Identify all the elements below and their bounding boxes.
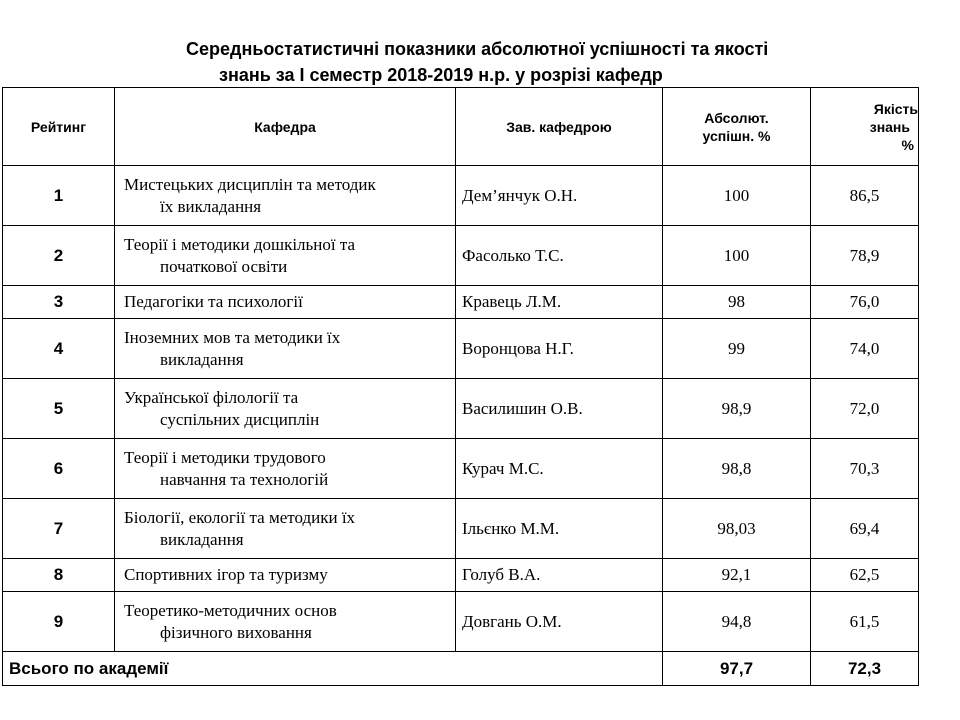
total-row (3, 652, 919, 686)
rank-cell: 1 (3, 166, 115, 226)
department-line: Педагогіки та психології (124, 292, 303, 311)
rank-cell: 8 (3, 559, 115, 592)
header-department: Кафедра (115, 88, 456, 166)
department-cell (115, 166, 456, 226)
department-line: Біології, екології та методики їх (124, 507, 356, 527)
department-cell (115, 559, 456, 592)
table-row (3, 226, 919, 286)
department-line: фізичного виховання (160, 622, 312, 642)
absolute-cell: 98,03 (663, 499, 811, 559)
table-row (3, 439, 919, 499)
rank-cell: 2 (3, 226, 115, 286)
head-cell: Голуб В.А. (456, 559, 663, 592)
department-line: Української філології та (124, 387, 299, 407)
header-absolute-success: Абсолют. успішн. % (663, 88, 811, 166)
absolute-cell: 100 (663, 226, 811, 286)
quality-cell: 86,5 (811, 166, 919, 226)
total-absolute: 97,7 (663, 652, 811, 686)
absolute-cell: 99 (663, 319, 811, 379)
total-label: Всього по академії (3, 652, 663, 686)
department-line: Мистецьких дисциплін та методик (124, 174, 376, 194)
department-line: Теорії і методики дошкільної та (124, 234, 356, 254)
department-line: їх викладання (160, 196, 262, 216)
quality-cell: 69,4 (811, 499, 919, 559)
table-row (3, 286, 919, 319)
rank-cell: 4 (3, 319, 115, 379)
table-row (3, 592, 919, 652)
absolute-cell: 98,8 (663, 439, 811, 499)
head-cell: Фасолько Т.С. (456, 226, 663, 286)
header-rank: Рейтинг (3, 88, 115, 166)
absolute-cell: 98,9 (663, 379, 811, 439)
rank-cell: 9 (3, 592, 115, 652)
department-line: викладання (160, 529, 244, 549)
table-row (3, 319, 919, 379)
head-cell: Дем’янчук О.Н. (456, 166, 663, 226)
department-cell (115, 226, 456, 286)
quality-cell: 70,3 (811, 439, 919, 499)
quality-cell: 72,0 (811, 379, 919, 439)
rank-cell: 3 (3, 286, 115, 319)
department-line: викладання (160, 349, 244, 369)
department-line: Спортивних ігор та туризму (124, 565, 328, 584)
quality-cell: 76,0 (811, 286, 919, 319)
department-line: Теорії і методики трудового (124, 447, 326, 467)
quality-cell: 74,0 (811, 319, 919, 379)
table-row (3, 379, 919, 439)
table-row (3, 166, 919, 226)
absolute-cell: 92,1 (663, 559, 811, 592)
absolute-cell: 94,8 (663, 592, 811, 652)
department-cell (115, 379, 456, 439)
total-quality: 72,3 (811, 652, 919, 686)
head-cell: Василишин О.В. (456, 379, 663, 439)
department-cell (115, 592, 456, 652)
head-cell: Воронцова Н.Г. (456, 319, 663, 379)
department-cell (115, 439, 456, 499)
head-cell: Кравець Л.М. (456, 286, 663, 319)
head-cell: Ільєнко М.М. (456, 499, 663, 559)
rank-cell: 6 (3, 439, 115, 499)
absolute-cell: 98 (663, 286, 811, 319)
table-row (3, 499, 919, 559)
quality-cell: 61,5 (811, 592, 919, 652)
title-line-1: Середньостатистичні показники абсолютної успішності та якості (186, 39, 769, 59)
header-head: Зав. кафедрою (456, 88, 663, 166)
department-cell (115, 319, 456, 379)
table-row (3, 559, 919, 592)
title-line-2: знань за І семестр 2018-2019 н.р. у розрізі кафедр (219, 65, 663, 85)
department-line: Іноземних мов та методики їх (124, 327, 341, 347)
department-line: початкової освіти (160, 256, 288, 276)
department-cell (115, 499, 456, 559)
page-title (0, 36, 960, 88)
head-cell: Довгань О.М. (456, 592, 663, 652)
rank-cell: 7 (3, 499, 115, 559)
department-cell (115, 286, 456, 319)
department-line: суспільних дисциплін (160, 409, 320, 429)
department-line: Теоретико-методичних основ (124, 600, 337, 620)
rank-cell: 5 (3, 379, 115, 439)
table-header-row (3, 88, 919, 166)
head-cell: Курач М.С. (456, 439, 663, 499)
quality-cell: 78,9 (811, 226, 919, 286)
header-knowledge-quality: Якість знань % (811, 88, 919, 166)
department-line: навчання та технологій (160, 469, 329, 489)
quality-cell: 62,5 (811, 559, 919, 592)
absolute-cell: 100 (663, 166, 811, 226)
department-rating-table (2, 87, 919, 686)
